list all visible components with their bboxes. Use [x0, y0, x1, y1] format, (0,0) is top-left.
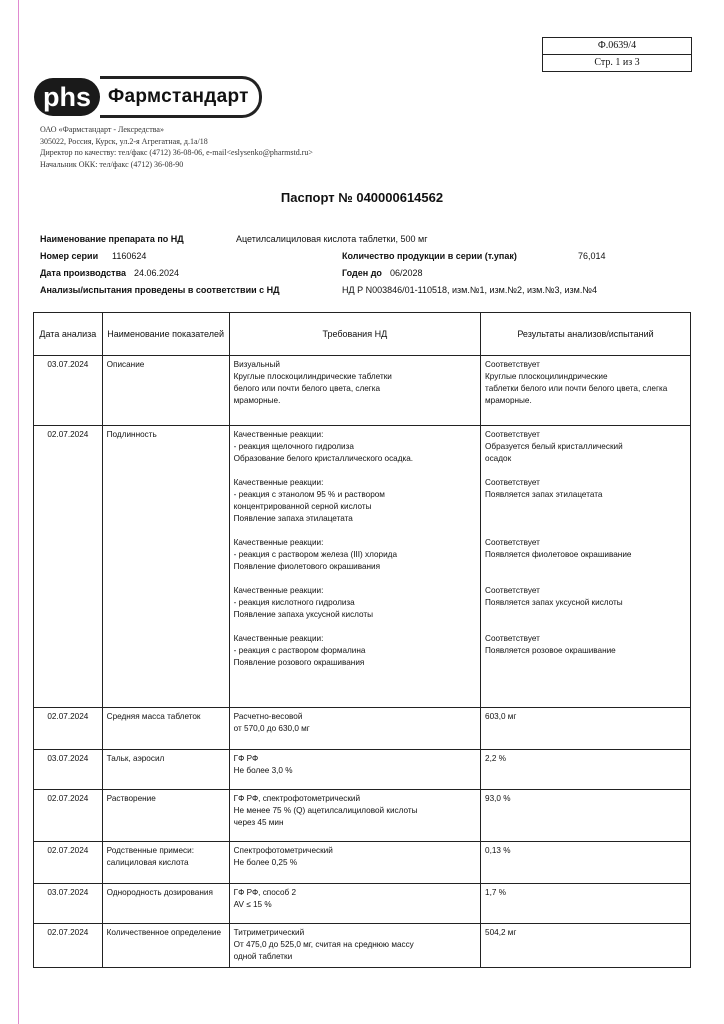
table-row — [34, 708, 691, 750]
requirement-line: - реакция с этанолом 95 % и раствором — [233, 490, 385, 499]
requirement-block — [234, 537, 476, 573]
result-line — [485, 609, 686, 621]
analysis-date: 02.07.2024 — [34, 426, 103, 708]
requirement-line: Качественные реакции: — [233, 586, 324, 595]
indicator-name: Подлинность — [102, 426, 229, 708]
requirement-line: Расчетно-весовой — [233, 712, 303, 721]
requirement-block — [234, 585, 476, 621]
company-line: Начальник ОКК: тел/факс (4712) 36-08-90 — [40, 159, 184, 169]
requirement-line: от 570,0 до 630,0 мг — [233, 724, 310, 733]
result-block — [485, 429, 686, 465]
result-cell — [481, 842, 691, 884]
company-line: Директор по качеству: тел/факс (4712) 36-08-06, e-mail<eslysenko@pharmstd.ru> — [40, 148, 313, 157]
result-line: 2,2 % — [485, 754, 506, 763]
form-code: Ф.0639/4 — [597, 40, 637, 51]
header-requirements: Требования НД — [229, 313, 480, 356]
result-line: Появляется фиолетовое окрашивание — [485, 550, 632, 559]
series-label-text: Номер серии — [40, 251, 99, 261]
result-line: 93,0 % — [485, 794, 511, 803]
result-block — [485, 711, 686, 723]
requirement-cell — [229, 750, 480, 790]
table-body — [34, 356, 691, 968]
requirement-block — [234, 429, 476, 465]
analysis-date: 02.07.2024 — [34, 790, 103, 842]
requirement-cell — [229, 356, 480, 426]
series-label — [40, 251, 98, 261]
requirement-block — [234, 887, 476, 911]
result-line: Появляется запах этилацетата — [485, 490, 603, 499]
result-block — [485, 887, 686, 899]
drug-name-label — [40, 234, 184, 244]
requirement-line: концентрированной серной кислоты — [233, 502, 372, 511]
requirement-block — [234, 927, 476, 963]
indicator-name: Однородность дозирования — [102, 884, 229, 924]
result-line: Соответствует — [485, 634, 540, 643]
requirement-line: Появление фиолетового окрашивания — [233, 562, 381, 571]
series-value: 1160624 — [112, 251, 147, 261]
result-line: 603,0 мг — [485, 712, 517, 721]
expiry-value: 06/2028 — [390, 268, 423, 278]
result-line: 0,13 % — [485, 846, 511, 855]
requirement-line: Спектрофотометрический — [233, 846, 333, 855]
indicator-name: Описание — [102, 356, 229, 426]
requirement-line: Круглые плоскоцилиндрические таблетки — [233, 372, 392, 381]
result-block — [485, 359, 686, 407]
result-cell — [481, 790, 691, 842]
requirement-cell — [229, 790, 480, 842]
requirement-line: Не более 0,25 % — [233, 858, 298, 867]
requirement-line: Титриметрический — [233, 928, 305, 937]
requirement-cell — [229, 884, 480, 924]
quantity-label-text: Количество продукции в серии (т.упак) — [342, 251, 517, 261]
requirement-block — [234, 753, 476, 777]
requirement-block — [234, 359, 476, 407]
company-line: 305022, Россия, Курск, ул.2-я Агрегатная, д.1а/18 — [40, 136, 208, 146]
result-block — [485, 537, 686, 573]
requirement-line: Появление запаха уксусной кислоты — [233, 610, 374, 619]
table-row — [34, 790, 691, 842]
result-cell — [481, 356, 691, 426]
analysis-date: 02.07.2024 — [34, 842, 103, 884]
requirement-line: ГФ РФ, спектрофотометрический — [233, 794, 361, 803]
table-row — [34, 924, 691, 968]
analysis-date: 02.07.2024 — [34, 924, 103, 968]
logo-mark-text: phs — [42, 82, 92, 112]
result-block — [485, 633, 686, 669]
quantity-value: 76,014 — [578, 251, 606, 261]
result-line: Образуется белый кристаллический — [485, 442, 623, 451]
requirement-line: Не более 3,0 % — [233, 766, 293, 775]
drug-name-label-text: Наименование препарата по НД — [40, 234, 184, 244]
quantity-label — [342, 251, 517, 261]
requirement-line: Не менее 75 % (Q) ацетилсалициловой кислоты — [233, 806, 418, 815]
requirement-line: - реакция кислотного гидролиза — [233, 598, 355, 607]
nd-label-text: Анализы/испытания проведены в соответствии с НД — [40, 285, 280, 295]
requirement-line: ГФ РФ — [233, 754, 259, 763]
company-line: ОАО «Фармстандарт - Лексредства» — [40, 125, 164, 134]
requirement-cell — [229, 924, 480, 968]
requirement-cell — [229, 426, 480, 708]
production-date-value: 24.06.2024 — [134, 268, 180, 278]
requirement-line: От 475,0 до 525,0 мг, считая на среднюю массу — [233, 940, 414, 949]
indicator-name: Тальк, аэросил — [102, 750, 229, 790]
nd-label — [40, 285, 280, 295]
passport-title: Паспорт № 040000614562 — [280, 190, 444, 205]
result-line — [485, 513, 686, 525]
requirement-line: Качественные реакции: — [233, 478, 324, 487]
requirement-line: Качественные реакции: — [233, 634, 324, 643]
result-block — [485, 477, 686, 525]
requirement-line: мраморные. — [233, 396, 281, 405]
result-line: Соответствует — [485, 430, 540, 439]
requirement-line: - реакция с раствором формалина — [233, 646, 366, 655]
expiry-label — [342, 268, 382, 278]
result-line: Круглые плоскоцилиндрические — [485, 372, 608, 381]
table-header-row — [34, 313, 691, 356]
requirement-line: AV ≤ 15 % — [233, 900, 272, 909]
result-line: 1,7 % — [485, 888, 506, 897]
form-number-box — [542, 37, 692, 72]
result-block — [485, 585, 686, 621]
result-line — [485, 657, 686, 669]
result-line: Соответствует — [485, 538, 540, 547]
analysis-date: 03.07.2024 — [34, 884, 103, 924]
requirement-line: Визуальный — [233, 360, 280, 369]
drug-name-value: Ацетилсалициловая кислота таблетки, 500 мг — [236, 234, 428, 244]
result-line — [485, 501, 686, 513]
result-cell — [481, 750, 691, 790]
analysis-date: 03.07.2024 — [34, 356, 103, 426]
result-line: мраморные. — [485, 396, 532, 405]
header-indicator: Наименование показателей — [102, 313, 229, 356]
results-table — [33, 312, 691, 968]
requirement-block — [234, 711, 476, 735]
page-counter: Стр. 1 из 3 — [543, 54, 691, 71]
company-logo — [34, 72, 262, 122]
requirement-line: - реакция щелочного гидролиза — [233, 442, 354, 451]
page-margin-line — [18, 0, 19, 1024]
requirement-line: ГФ РФ, способ 2 — [233, 888, 297, 897]
logo-name: Фармстандарт — [100, 76, 262, 118]
result-cell — [481, 426, 691, 708]
result-line: Появляется розовое окрашивание — [485, 646, 616, 655]
phs-logo-mark — [34, 72, 104, 122]
result-line: таблетки белого или почти белого цвета, слегка — [485, 384, 668, 393]
header-results: Результаты анализов/испытаний — [481, 313, 691, 356]
company-info — [40, 124, 313, 170]
production-date-label-text: Дата производства — [40, 268, 126, 278]
requirement-line: белого или почти белого цвета, слегка — [233, 384, 381, 393]
result-line: Соответствует — [485, 586, 540, 595]
result-block — [485, 845, 686, 857]
result-line: 504,2 мг — [485, 928, 517, 937]
requirement-block — [234, 477, 476, 525]
requirement-line: Появление запаха этилацетата — [233, 514, 353, 523]
result-block — [485, 753, 686, 765]
requirement-line: Качественные реакции: — [233, 538, 324, 547]
requirement-block — [234, 845, 476, 869]
requirement-line: Образование белого кристаллического осадка. — [233, 454, 414, 463]
requirement-cell — [229, 842, 480, 884]
result-line: Соответствует — [485, 478, 540, 487]
indicator-name: Родственные примеси: салициловая кислота — [102, 842, 229, 884]
expiry-label-text: Годен до — [342, 268, 382, 278]
result-line: Соответствует — [485, 360, 540, 369]
nd-value: НД Р N003846/01-110518, изм.№1, изм.№2, изм.№3, изм.№4 — [342, 285, 598, 295]
result-line: осадок — [485, 454, 512, 463]
requirement-line: одной таблетки — [233, 952, 293, 961]
result-line: Появляется запах уксусной кислоты — [485, 598, 623, 607]
analysis-date: 02.07.2024 — [34, 708, 103, 750]
result-cell — [481, 924, 691, 968]
production-date-label — [40, 268, 126, 278]
result-block — [485, 927, 686, 939]
result-line — [485, 561, 686, 573]
requirement-block — [234, 793, 476, 829]
table-row — [34, 884, 691, 924]
table-row — [34, 842, 691, 884]
requirement-line: Появление розового окрашивания — [233, 658, 365, 667]
result-cell — [481, 708, 691, 750]
requirement-line: Качественные реакции: — [233, 430, 324, 439]
requirement-cell — [229, 708, 480, 750]
header-date: Дата анализа — [34, 313, 103, 356]
table-row — [34, 356, 691, 426]
analysis-date: 03.07.2024 — [34, 750, 103, 790]
result-block — [485, 793, 686, 805]
indicator-name: Растворение — [102, 790, 229, 842]
requirement-block — [234, 633, 476, 669]
requirement-line: - реакция с раствором железа (III) хлорида — [233, 550, 398, 559]
result-cell — [481, 884, 691, 924]
table-row — [34, 426, 691, 708]
requirement-line: через 45 мин — [233, 818, 284, 827]
indicator-name: Средняя масса таблеток — [102, 708, 229, 750]
table-row — [34, 750, 691, 790]
indicator-name: Количественное определение — [102, 924, 229, 968]
